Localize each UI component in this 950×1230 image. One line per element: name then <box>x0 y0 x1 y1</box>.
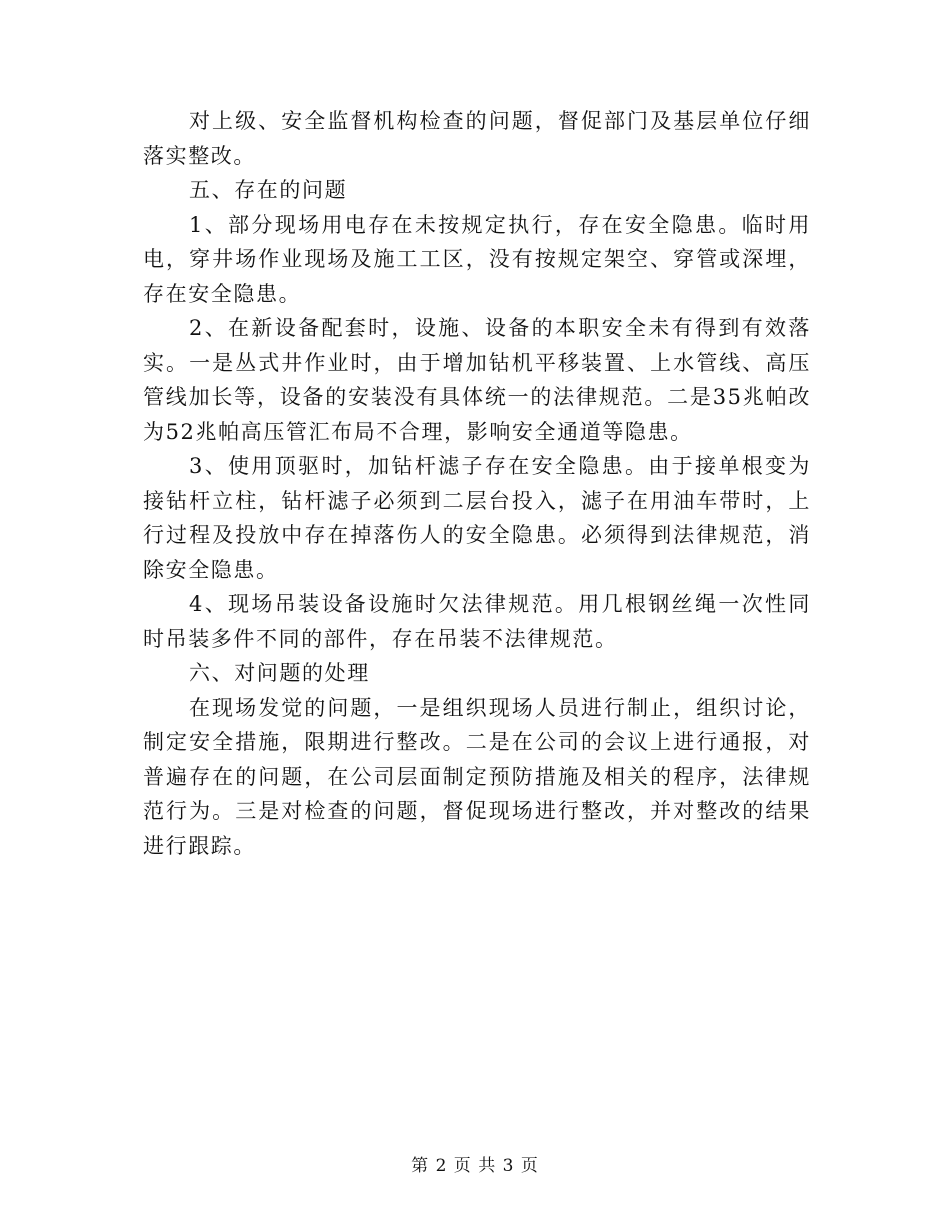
document-body <box>143 104 811 863</box>
paragraph-supervision-followup: 对上级、安全监督机构检查的问题，督促部门及基层单位仔细落实整改。 <box>143 109 811 168</box>
section-heading-existing-problems: 五、存在的问题 <box>189 178 348 202</box>
section-heading-problem-handling: 六、对问题的处理 <box>189 661 370 685</box>
paragraph-problem-1-electricity: 1、部分现场用电存在未按规定执行，存在安全隐患。临时用电，穿井场作业现场及施工工区，没有按规定架空、穿管或深埋，存在安全隐患。 <box>143 212 811 306</box>
paragraph-problem-2-new-equipment: 2、在新设备配套时，设施、设备的本职安全未有得到有效落实。一是丛式井作业时，由于增加钻机平移装置、上水管线、高压管线加长等，设备的安装没有具体统一的法律规范。二是35兆帕改为52兆帕高压管汇布局不合理，影响安全通道等隐患。 <box>143 316 811 444</box>
page-number-footer: 第 2 页 共 3 页 <box>411 1156 539 1176</box>
paragraph-handling-measures: 在现场发觉的问题，一是组织现场人员进行制止，组织讨论，制定安全措施，限期进行整改。二是在公司的会议上进行通报，对普遍存在的问题，在公司层面制定预防措施及相关的程序，法律规范行为。三是对检查的问题，督促现场进行整改，并对整改的结果进行跟踪。 <box>143 695 811 858</box>
paragraph-problem-4-lifting: 4、现场吊装设备设施时欠法律规范。用几根钢丝绳一次性同时吊装多件不同的部件，存在吊装不法律规范。 <box>143 592 811 651</box>
paragraph-problem-3-top-drive: 3、使用顶驱时，加钻杆滤子存在安全隐患。由于接单根变为接钻杆立柱，钻杆滤子必须到二层台投入，滤子在用油车带时，上行过程及投放中存在掉落伤人的安全隐患。必须得到法律规范，消除安全隐患。 <box>143 454 811 582</box>
